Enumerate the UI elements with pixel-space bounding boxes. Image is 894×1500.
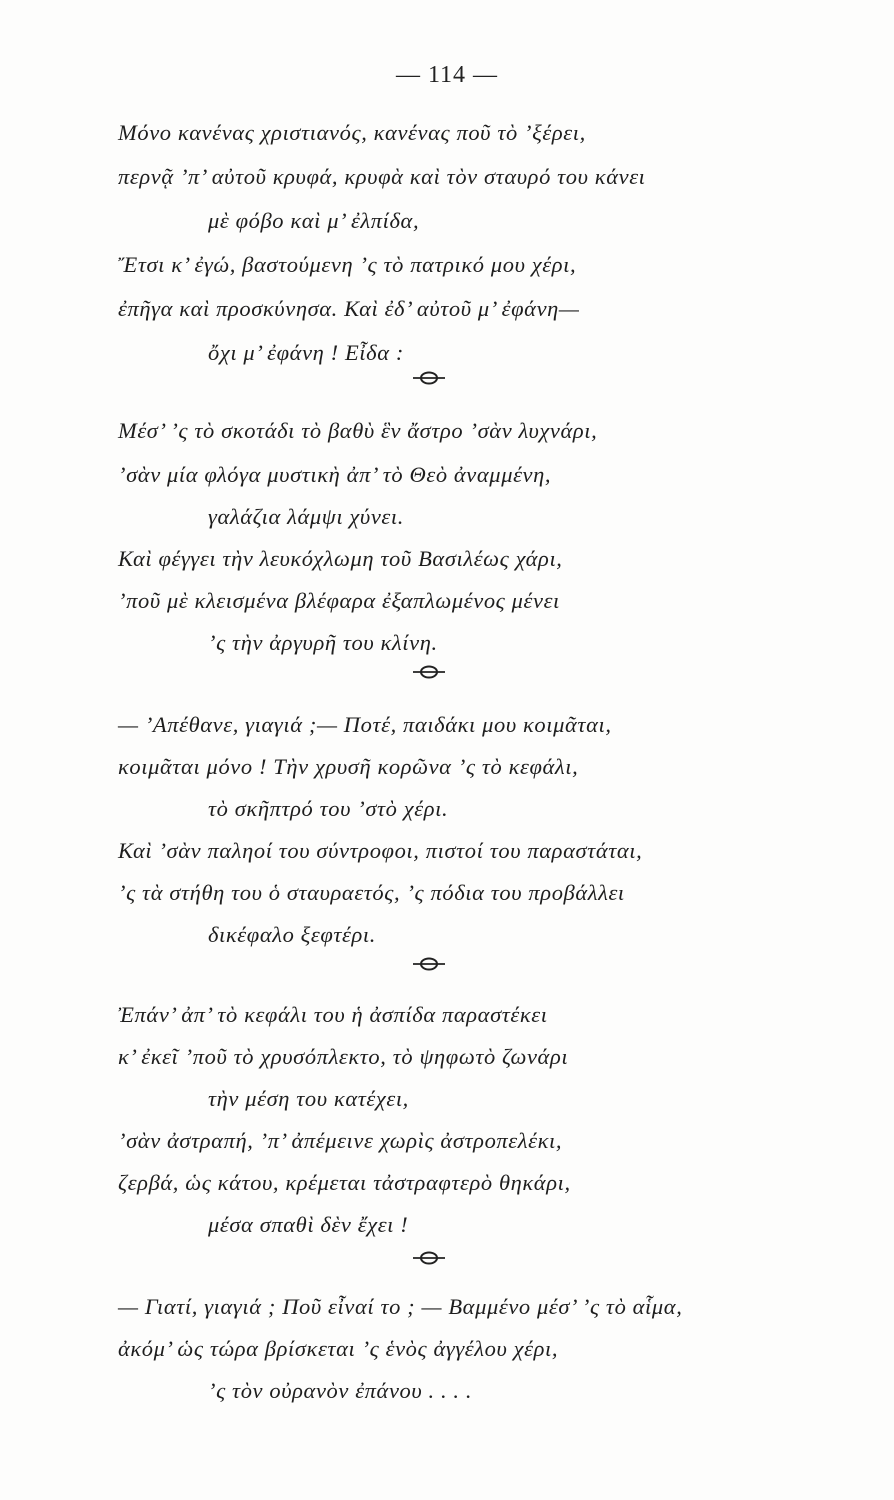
chain-link-ornament-icon <box>412 1250 446 1266</box>
chain-link-ornament-icon <box>412 664 446 680</box>
verse-line: ἐπῆγα καὶ προσκύνησα. Καὶ ἐδ’ αὐτοῦ μ’ ἐφάνη— <box>118 296 580 321</box>
verse-line: ’ς τὸν οὐρανὸν ἐπάνου . . . . <box>208 1378 473 1403</box>
verse-line: κ’ ἐκεῖ ’ποῦ τὸ χρυσόπλεκτο, τὸ ψηφωτὸ ζωνάρι <box>118 1044 569 1069</box>
chain-link-ornament-icon <box>412 370 446 386</box>
verse-line: Μόνο κανένας χριστιανός, κανένας ποῦ τὸ ’ξέρει, <box>118 120 586 145</box>
verse-line: Ἐπάν’ ἀπ’ τὸ κεφάλι του ἡ ἀσπίδα παραστέκει <box>118 1002 548 1027</box>
verse-line: περνᾷ ’π’ αὐτοῦ κρυφά, κρυφὰ καὶ τὸν σταυρό του κάνει <box>118 164 646 189</box>
verse-line: τὴν μέση του κατέχει, <box>208 1086 409 1111</box>
verse-line: ὄχι μ’ ἐφάνη ! Εἶδα : <box>208 340 404 365</box>
verse-line: ’ποῦ μὲ κλεισμένα βλέφαρα ἐξαπλωμένος μένει <box>118 588 560 613</box>
page-number: — 114 — <box>395 62 499 88</box>
verse-line: Καὶ ’σὰν παληοί του σύντροφοι, πιστοί του παραστάται, <box>118 838 643 863</box>
verse-line: ζερβά, ὡς κάτου, κρέμεται τἀστραφτερὸ θηκάρι, <box>118 1170 571 1195</box>
verse-line: Καὶ φέγγει τὴν λευκόχλωμη τοῦ Βασιλέως χάρι, <box>118 546 563 571</box>
verse-line: τὸ σκῆπτρό του ’στὸ χέρι. <box>208 796 449 821</box>
verse-line: μὲ φόβο καὶ μ’ ἐλπίδα, <box>208 208 420 233</box>
verse-line: Μέσ’ ’ς τὸ σκοτάδι τὸ βαθὺ ἓν ἄστρο ’σὰν λυχνάρι, <box>118 418 598 443</box>
chain-link-ornament-icon <box>412 956 446 972</box>
verse-line: ἀκόμ’ ὡς τώρα βρίσκεται ’ς ἑνὸς ἀγγέλου χέρι, <box>118 1336 559 1361</box>
verse-line: ’σὰν ἀστραπή, ’π’ ἀπέμεινε χωρὶς ἀστροπελέκι, <box>118 1128 563 1153</box>
verse-line: — ’Απέθανε, γιαγιά ;— Ποτέ, παιδάκι μου κοιμᾶται, <box>118 712 612 737</box>
verse-line: κοιμᾶται μόνο ! Τὴν χρυσῆ κορῶνα ’ς τὸ κεφάλι, <box>118 754 579 779</box>
verse-line: μέσα σπαθὶ δὲν ἔχει ! <box>208 1212 409 1237</box>
verse-line: δικέφαλο ξεφτέρι. <box>208 922 376 947</box>
verse-line: — Γιατί, γιαγιά ; Ποῦ εἶναί το ; — Βαμμένο μέσ’ ’ς τὸ αἷμα, <box>118 1294 683 1319</box>
verse-line: ’ς τὰ στήθη του ὁ σταυραετός, ’ς πόδια του προβάλλει <box>118 880 625 905</box>
verse-line: ’ς τὴν ἀργυρῆ του κλίνη. <box>208 630 438 655</box>
verse-line: ’σὰν μία φλόγα μυστικὴ ἀπ’ τὸ Θεὸ ἀναμμένη, <box>118 462 552 487</box>
verse-line: Ἔτσι κ’ ἐγώ, βαστούμενη ’ς τὸ πατρικό μου χέρι, <box>118 252 577 277</box>
verse-line: γαλάζια λάμψι χύνει. <box>208 504 404 529</box>
